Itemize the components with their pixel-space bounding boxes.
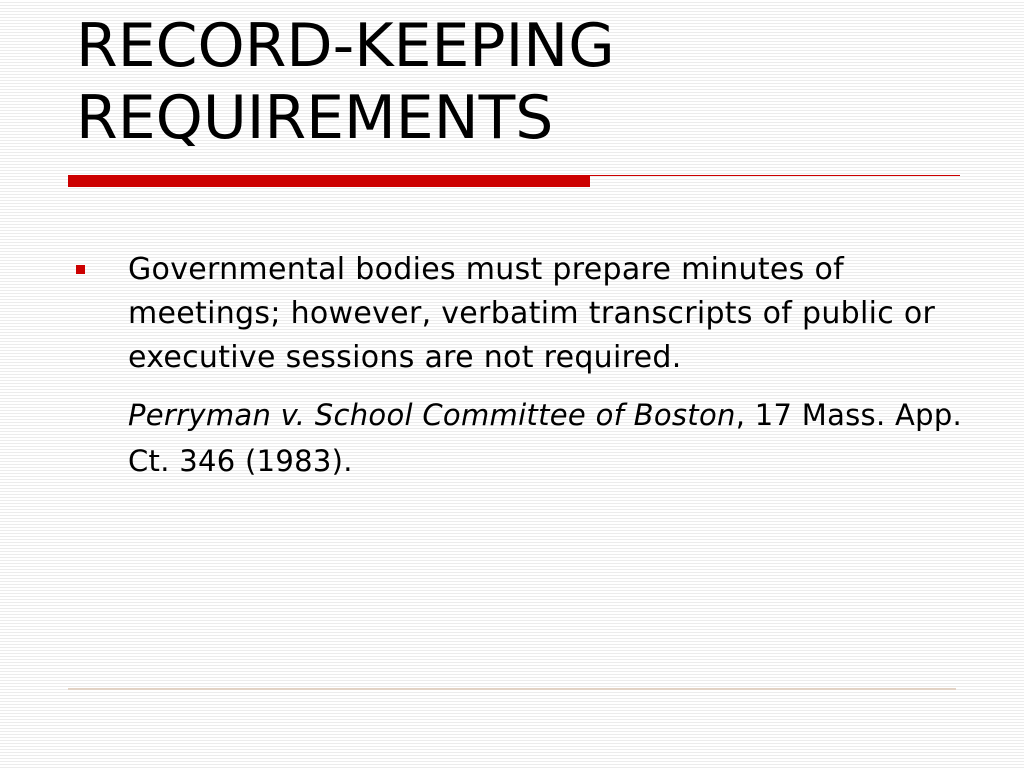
- case-name: Perryman v. School Committee of Boston: [128, 398, 736, 432]
- slide-title: RECORD-KEEPING REQUIREMENTS: [76, 11, 615, 153]
- title-underline-thin: [590, 175, 960, 176]
- case-reference: , 17 Mass. App. Ct. 346 (1983).: [128, 398, 963, 478]
- case-citation: [128, 392, 968, 484]
- slide-content: [128, 248, 968, 484]
- title-underline-thick: [68, 175, 590, 187]
- square-bullet-icon: [76, 265, 85, 274]
- bullet-text: Governmental bodies must prepare minutes of meetings; however, verbatim transcripts of public or executive sessions are not required.: [128, 252, 936, 375]
- footer-divider: [68, 688, 956, 690]
